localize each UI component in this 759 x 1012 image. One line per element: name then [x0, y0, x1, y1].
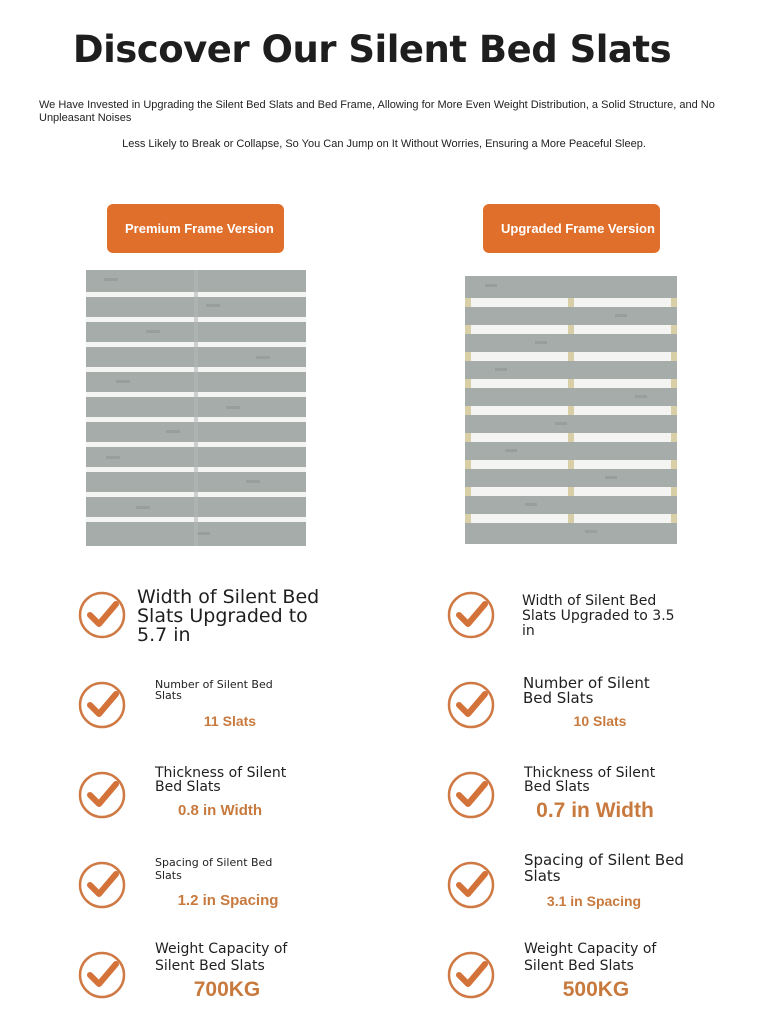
upgraded-version-badge-label: Upgraded Frame Version	[501, 221, 655, 236]
right-feature-spacing-label: Spacing of Silent Bed Slats	[524, 851, 684, 885]
premium-version-badge	[107, 204, 284, 253]
check-circle-icon	[77, 950, 127, 1000]
right-feature-width-label: Width of Silent Bed Slats Upgraded to 3.5 in	[522, 593, 675, 639]
check-circle-icon	[446, 770, 496, 820]
check-circle-icon	[77, 680, 127, 730]
page-title: Discover Our Silent Bed Slats	[72, 28, 672, 71]
right-feature-count-value: 10 Slats	[573, 713, 627, 729]
left-feature-width-label: Width of Silent Bed Slats Upgraded to 5.7 in	[137, 586, 320, 646]
left-feature-spacing-label: Spacing of Silent Bed Slats	[155, 856, 273, 882]
left-feature-capacity-value: 700KG	[193, 978, 261, 1001]
left-feature-thickness-value: 0.8 in Width	[177, 802, 263, 819]
left-feature-count-label: Number of Silent Bed Slats	[155, 678, 273, 702]
left-feature-count-value: 11 Slats	[203, 713, 257, 729]
upgraded-slat-frame-image	[465, 276, 677, 544]
check-circle-icon	[446, 950, 496, 1000]
check-circle-icon	[77, 590, 127, 640]
intro-subline: Less Likely to Break or Collapse, So You Can Jump on It Without Worries, Ensuring a More Peaceful Sleep.	[122, 138, 646, 150]
check-circle-icon	[446, 860, 496, 910]
intro-paragraph: We Have Invested in Upgrading the Silent Bed Slats and Bed Frame, Allowing for More Even Weight Distribution, a Solid Structure, and No Unpleasant Noises	[39, 99, 715, 124]
right-feature-spacing-value: 3.1 in Spacing	[546, 893, 642, 909]
right-feature-capacity-value: 500KG	[562, 978, 630, 1001]
right-feature-thickness-label: Thickness of Silent Bed Slats	[524, 765, 656, 795]
check-circle-icon	[446, 680, 496, 730]
upgraded-version-badge	[483, 204, 660, 253]
left-feature-spacing-value: 1.2 in Spacing	[177, 892, 279, 909]
right-feature-thickness-value: 0.7 in Width	[536, 799, 654, 822]
right-feature-count-label: Number of Silent Bed Slats	[523, 674, 650, 707]
check-circle-icon	[77, 770, 127, 820]
premium-slat-frame-image	[86, 270, 306, 546]
premium-version-badge-label: Premium Frame Version	[125, 221, 274, 236]
check-circle-icon	[77, 860, 127, 910]
left-feature-capacity-label: Weight Capacity of Silent Bed Slats	[155, 941, 288, 974]
right-feature-capacity-label: Weight Capacity of Silent Bed Slats	[524, 941, 657, 974]
left-feature-thickness-label: Thickness of Silent Bed Slats	[155, 765, 287, 795]
check-circle-icon	[446, 590, 496, 640]
